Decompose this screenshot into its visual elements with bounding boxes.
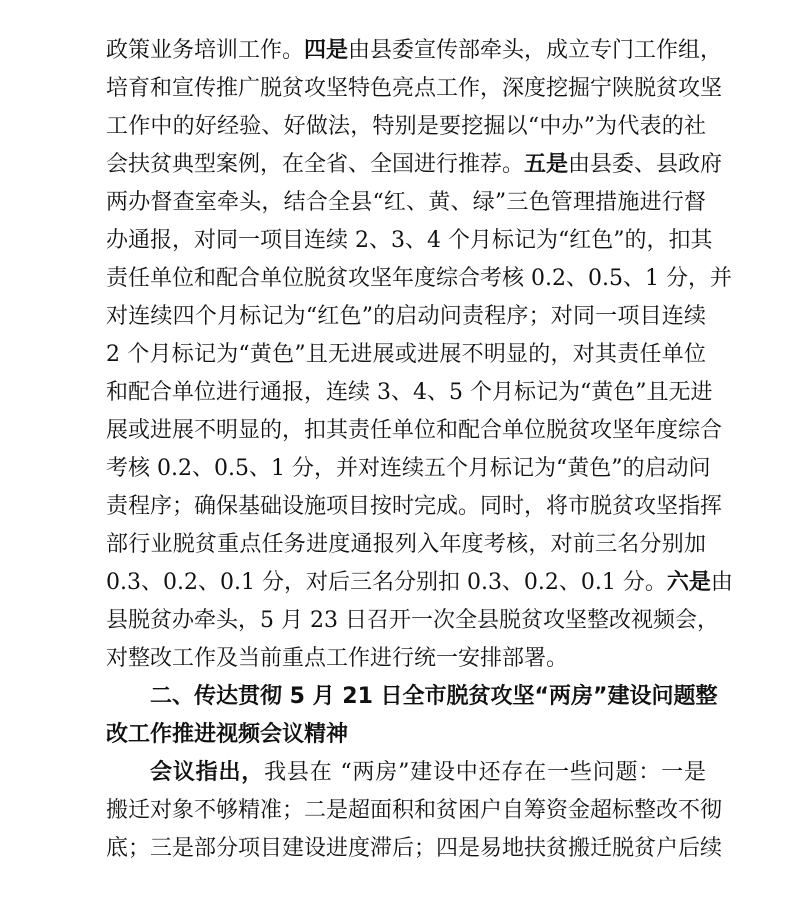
paragraph-line xyxy=(106,451,711,487)
paragraph-line xyxy=(106,337,706,373)
text-segment: 责程序；确保基础设施项目按时完成。同时，将市脱贫攻坚指挥 xyxy=(106,494,723,519)
section-heading-line xyxy=(106,717,706,753)
text-segment: 由县委宣传部牵头，成立专门工作组， xyxy=(348,38,723,63)
text-segment: 办通报，对同一项目连续 2、3、4 个月标记为“红色”的，扣其 xyxy=(106,228,713,253)
text-segment: 底；三是部分项目建设进度滞后；四是易地扶贫搬迁脱贫户后续 xyxy=(106,836,723,861)
paragraph-line xyxy=(150,755,706,791)
paragraph-line xyxy=(106,793,723,829)
bold-text: 改工作推进视频会议精神 xyxy=(106,722,349,747)
paragraph-line xyxy=(106,109,706,145)
text-segment: 0.3、0.2、0.1 分，对后三名分别扣 0.3、0.2、0.1 分。 xyxy=(106,570,667,595)
text-segment: 工作中的好经验、好做法，特别是要挖掘以“中办”为代表的社 xyxy=(106,114,706,139)
bold-text: 会议指出， xyxy=(150,760,265,785)
text-segment: 由 xyxy=(710,570,733,595)
paragraph-line xyxy=(106,261,732,297)
paragraph-line xyxy=(106,489,723,525)
text-segment: 对连续四个月标记为“红色”的启动问责程序；对同一项目连续 xyxy=(106,304,706,329)
text-segment: 政策业务培训工作。 xyxy=(106,38,305,63)
paragraph-line xyxy=(106,527,706,563)
paragraph-line xyxy=(106,603,719,639)
text-segment: 我县在 “两房”建设中还存在一些问题：一是 xyxy=(264,760,706,785)
text-segment: 责任单位和配合单位脱贫攻坚年度综合考核 0.2、0.5、1 分，并 xyxy=(106,266,732,291)
text-segment: 培育和宣传推广脱贫攻坚特色亮点工作，深度挖掘宁陕脱贫攻坚 xyxy=(106,76,723,101)
paragraph-line xyxy=(106,185,706,221)
text-segment: 展或进展不明显的，扣其责任单位和配合单位脱贫攻坚年度综合 xyxy=(106,418,723,443)
bold-text: 五是 xyxy=(524,152,569,177)
paragraph-line xyxy=(106,831,723,867)
text-segment: 搬迁对象不够精准；二是超面积和贫困户自筹资金超标整改不彻 xyxy=(106,798,723,823)
text-segment: 两办督查室牵头，结合全县“红、黄、绿”三色管理措施进行督 xyxy=(106,190,706,215)
text-segment: 部行业脱贫重点任务进度通报列入年度考核，对前三名分别加 xyxy=(106,532,706,557)
paragraph-line xyxy=(106,641,706,677)
text-segment: 由县委、县政府 xyxy=(568,152,723,177)
bold-text: 四是 xyxy=(304,38,349,63)
text-segment: 2 个月标记为“黄色”且无进展或进展不明显的，对其责任单位 xyxy=(106,342,706,367)
text-segment: 县脱贫办牵头，5 月 23 日召开一次全县脱贫攻坚整改视频会， xyxy=(106,608,719,633)
paragraph-line xyxy=(106,33,723,69)
paragraph-line xyxy=(106,565,733,601)
paragraph-line xyxy=(106,299,706,335)
text-segment: 对整改工作及当前重点工作进行统一安排部署。 xyxy=(106,646,569,671)
paragraph-line xyxy=(106,375,713,411)
paragraph-line xyxy=(106,71,723,107)
paragraph-line xyxy=(106,147,723,183)
text-segment: 考核 0.2、0.5、1 分，并对连续五个月标记为“黄色”的启动问 xyxy=(106,456,711,481)
bold-text: 六是 xyxy=(666,570,711,595)
bold-text: 二、传达贯彻 5 月 21 日全市脱贫攻坚“两房”建设问题整 xyxy=(150,684,718,709)
section-heading-line xyxy=(150,679,718,715)
paragraph-line xyxy=(106,223,713,259)
paragraph-line xyxy=(106,413,723,449)
text-segment: 会扶贫典型案例，在全省、全国进行推荐。 xyxy=(106,152,525,177)
text-segment: 和配合单位进行通报，连续 3、4、5 个月标记为“黄色”且无进 xyxy=(106,380,713,405)
